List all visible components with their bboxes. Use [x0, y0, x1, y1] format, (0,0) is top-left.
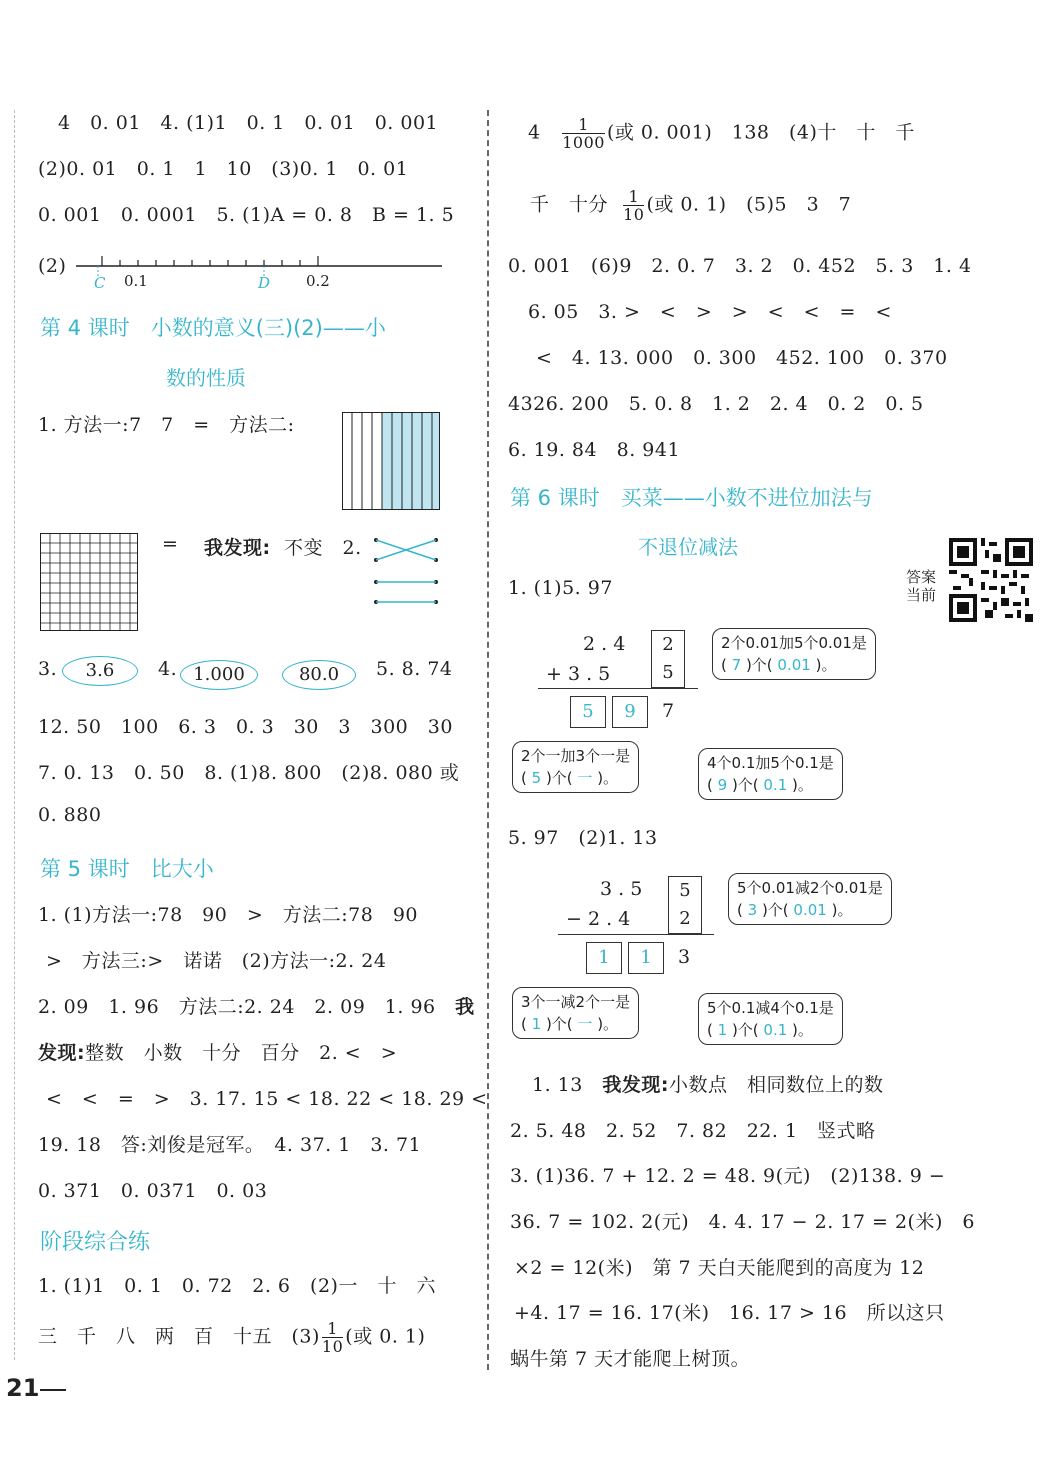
- answer-line: 1. (1)方法一:78 90 > 方法二:78 90: [38, 904, 419, 926]
- answer-line: 1. (1)5. 97: [508, 577, 613, 599]
- answer-line: [38, 1320, 425, 1355]
- qr-label: 答案 当前: [906, 568, 937, 604]
- answer-oval: 1.000: [180, 660, 258, 690]
- answer-text: 4: [528, 121, 541, 144]
- fraction: $\frac{1}{10}$: [623, 187, 645, 224]
- tick-label: 0.2: [306, 272, 330, 290]
- answer-line: 5. 8. 74: [376, 658, 453, 680]
- answer-text: (或 0. 1): [345, 1325, 426, 1348]
- calc-row: 2 . 4: [583, 633, 626, 655]
- answer-line: (2)0. 01 0. 1 1 10 (3)0. 1 0. 01: [38, 158, 409, 180]
- answer-line: 4 0. 01 4. (1)1 0. 1 0. 01 0. 001: [58, 112, 439, 134]
- answer-line: 19. 18 答:刘俊是冠军。 4. 37. 1 3. 71: [38, 1134, 422, 1156]
- answer-line: ×2 = 12(米) 第 7 天白天能爬到的高度为 12: [514, 1257, 925, 1279]
- answer-text: 千 十分: [530, 193, 609, 216]
- number-line-label: (2): [38, 255, 67, 277]
- explanation-bubble: 2个0.01加5个0.01是 ( 7 )个( 0.01 )。: [712, 628, 876, 680]
- tenths-grid-figure: [342, 412, 440, 510]
- explanation-bubble: 5个0.1减4个0.1是 ( 1 )个( 0.1 )。: [698, 993, 843, 1045]
- answer-line: 3. (1)36. 7 + 12. 2 = 48. 9(元) (2)138. 9 −: [510, 1165, 946, 1187]
- answer-text: 2. 09 1. 96 方法二:2. 24 2. 09 1. 96: [38, 996, 456, 1018]
- answer-line: 0. 371 0. 0371 0. 03: [38, 1180, 268, 1202]
- lesson-4-subtitle: 数的性质: [166, 366, 246, 390]
- finding-label: 我发现:: [204, 537, 271, 559]
- column-divider: [487, 110, 489, 1370]
- answer-oval: 3.6: [62, 656, 138, 686]
- equals-sign: =: [162, 533, 179, 555]
- answer-line: 0. 880: [38, 804, 102, 826]
- answer-line: 不变 2.: [284, 537, 362, 559]
- lesson-5-title: 第 5 课时 比大小: [40, 857, 214, 881]
- digit-box: 2 5: [651, 630, 685, 688]
- lesson-4-title: 第 4 课时 小数的意义(三)(2)——小: [40, 316, 386, 340]
- explanation-bubble: 2个一加3个一是 ( 5 )个( 一 )。: [512, 741, 639, 793]
- answer-line: [38, 1038, 397, 1065]
- fraction: $\frac{1}{1000}$: [562, 115, 605, 152]
- answer-line: [38, 992, 475, 1019]
- fraction: $\frac{1}{10}$: [321, 1319, 344, 1356]
- explanation-bubble: 4个0.1加5个0.1是 ( 9 )个( 0.1 )。: [698, 748, 843, 800]
- answer-oval: 80.0: [282, 660, 356, 690]
- result-box: 9: [612, 696, 648, 728]
- answer-line: < 4. 13. 000 0. 300 452. 100 0. 370: [536, 347, 948, 369]
- result-digit: 3: [678, 946, 691, 968]
- lesson-6-title: 第 6 课时 买菜——小数不进位加法与: [510, 486, 873, 510]
- explanation-bubble: 3个一减2个一是 ( 1 )个( 一 )。: [512, 987, 639, 1039]
- matching-lines-figure: [370, 536, 445, 608]
- answer-line: 1. 方法一:7 7 = 方法二:: [38, 414, 295, 436]
- digit-box: 5 2: [668, 876, 702, 934]
- stage-practice-title: 阶段综合练: [40, 1230, 151, 1255]
- answer-line: 3.: [38, 658, 58, 680]
- number-line-figure: [72, 248, 447, 292]
- lesson-6-subtitle: 不退位减法: [638, 535, 738, 559]
- answer-line: 6. 19. 84 8. 941: [508, 439, 681, 461]
- answer-line: 12. 50 100 6. 3 0. 3 30 3 300 30: [38, 716, 453, 738]
- answer-line: 4.: [158, 658, 178, 680]
- result-digit: 7: [662, 700, 675, 722]
- answer-text: (或 0. 001) 138 (4)十 十 千: [606, 121, 915, 144]
- point-d-label: D: [258, 274, 271, 292]
- answer-text: 1. 13: [532, 1074, 603, 1096]
- point-c-label: C: [94, 274, 106, 292]
- result-box: 1: [586, 942, 622, 974]
- page-number: 21: [6, 1374, 40, 1402]
- answer-line: > 方法三:> 诺诺 (2)方法一:2. 24: [46, 950, 387, 972]
- answer-line: 4326. 200 5. 0. 8 1. 2 2. 4 0. 2 0. 5: [508, 393, 924, 415]
- answer-line: 0. 001 0. 0001 5. (1)A = 0. 8 B = 1. 5: [38, 204, 455, 226]
- calc-row: + 3 . 5: [546, 663, 611, 685]
- answer-line: +4. 17 = 16. 17(米) 16. 17 > 16 所以这只: [514, 1302, 945, 1324]
- calc-row: − 2 . 4: [566, 908, 631, 930]
- answer-line: 2. 5. 48 2. 52 7. 82 22. 1 竖式略: [510, 1120, 876, 1142]
- answer-line: 蜗牛第 7 天才能爬上树顶。: [510, 1348, 751, 1370]
- answer-line: [532, 1070, 883, 1097]
- qr-code-icon[interactable]: [948, 538, 1034, 622]
- answer-text: 三 千 八 两 百 十五 (3): [38, 1325, 320, 1348]
- finding-label: 发现:: [38, 1042, 86, 1064]
- page-number-dash: [40, 1389, 66, 1391]
- calc-rule: [538, 688, 698, 689]
- answer-line: 7. 0. 13 0. 50 8. (1)8. 800 (2)8. 080 或: [38, 762, 460, 784]
- answer-line: 36. 7 = 102. 2(元) 4. 4. 17 − 2. 17 = 2(米) 6: [510, 1211, 975, 1233]
- answer-line: [528, 116, 915, 151]
- answer-line: 1. (1)1 0. 1 0. 72 2. 6 (2)一 十 六: [38, 1275, 436, 1297]
- calc-row: 3 . 5: [600, 878, 643, 900]
- answer-text: 整数 小数 十分 百分 2. < >: [85, 1042, 398, 1064]
- answer-line: 0. 001 (6)9 2. 0. 7 3. 2 0. 452 5. 3 1. 4: [508, 255, 972, 277]
- answer-text: 小数点 相同数位上的数: [668, 1074, 884, 1096]
- result-box: 1: [628, 942, 664, 974]
- tick-label: 0.1: [124, 272, 148, 290]
- answer-line: 6. 05 3. > < > > < < = <: [528, 301, 892, 323]
- answer-line: < < = > 3. 17. 15 < 18. 22 < 18. 29 <: [46, 1088, 488, 1110]
- margin-line: [14, 110, 15, 1360]
- hundredths-grid-figure: [40, 533, 138, 631]
- finding-label: 我发现:: [602, 1074, 669, 1096]
- explanation-bubble: 5个0.01减2个0.01是 ( 3 )个( 0.01 )。: [728, 873, 892, 925]
- answer-line: 5. 97 (2)1. 13: [508, 827, 658, 849]
- result-box: 5: [570, 696, 606, 728]
- finding-label: 我: [455, 996, 475, 1018]
- answer-line: [530, 188, 851, 223]
- answer-text: (或 0. 1) (5)5 3 7: [646, 193, 852, 216]
- calc-rule: [558, 934, 714, 935]
